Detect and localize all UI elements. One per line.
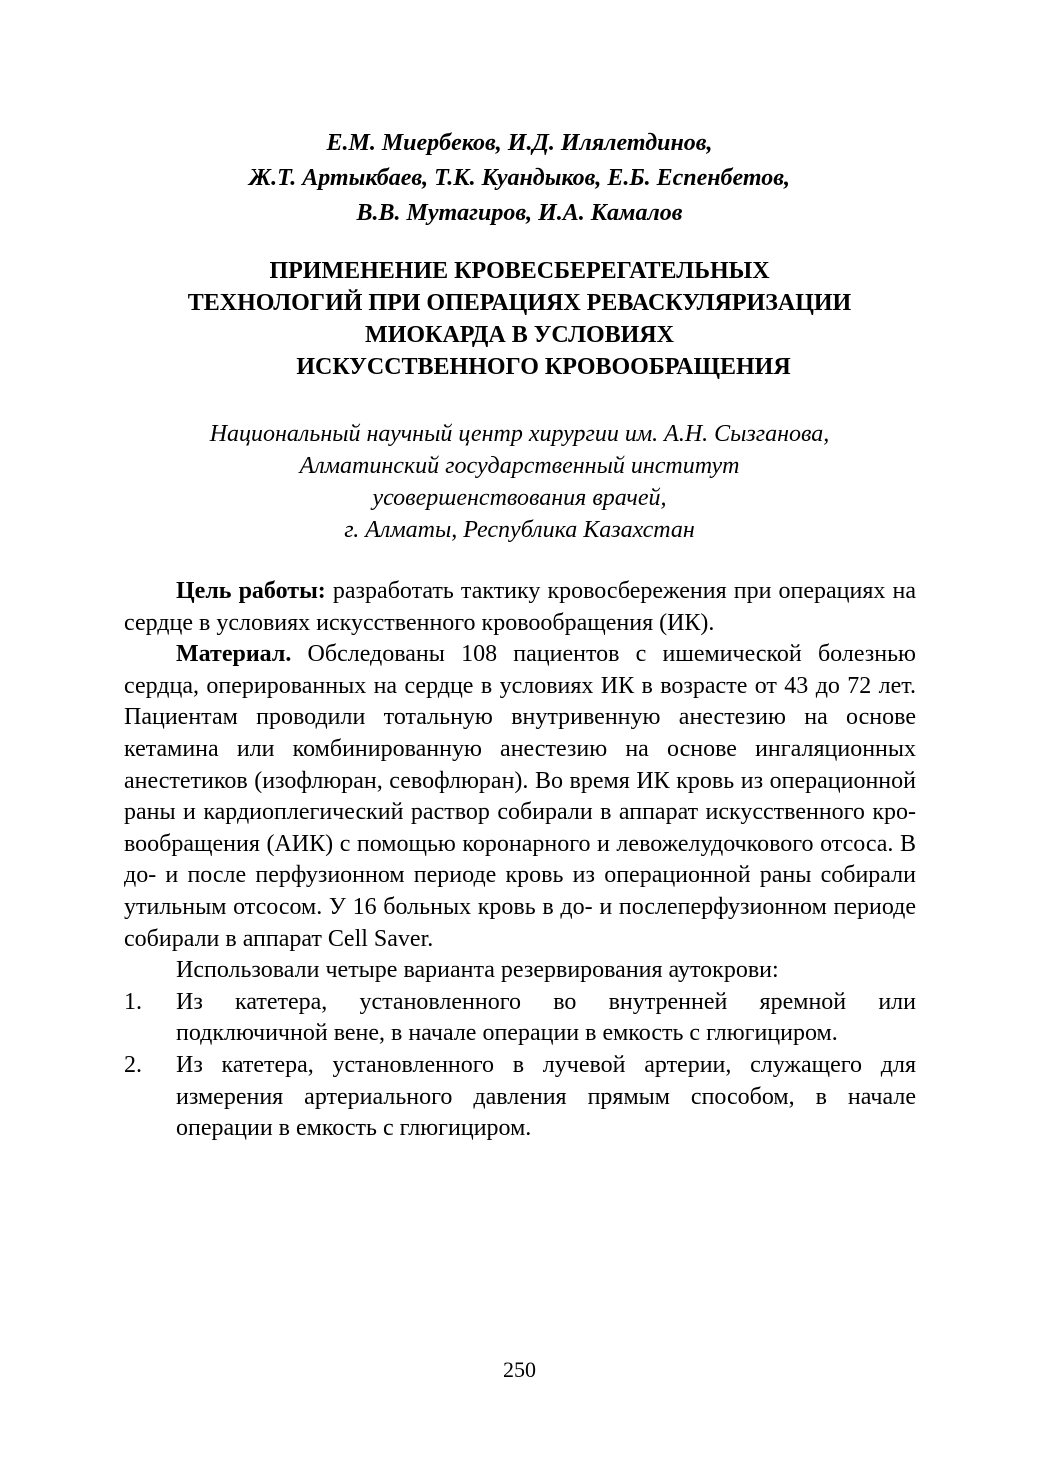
goal-text: разработать тактику кровосбережения при операциях на сердце в условиях искусственного кровообращения (ИК). xyxy=(124,578,916,636)
list-item xyxy=(124,1050,916,1145)
list-item-text: Из катетера, установленного в лучевой артерии, служащего для измерения артериального давления прямым способом, в начале операции в емкость с глюгициром. xyxy=(176,1051,916,1142)
paper-title xyxy=(0,255,1039,383)
variants-intro: Использовали четыре варианта резервирования аутокрови: xyxy=(176,957,779,984)
authors-line: В.В. Мутагиров, И.А. Камалов xyxy=(356,200,683,226)
authors-line: Ж.Т. Артыкбаев, Т.К. Куандыков, Е.Б. Еспенбетов, xyxy=(249,165,790,191)
authors-line: Е.М. Миербеков, И.Д. Илялетдинов, xyxy=(326,130,713,156)
material-paragraph xyxy=(124,639,916,955)
title-line: ПРИМЕНЕНИЕ КРОВЕСБЕРЕГАТЕЛЬНЫХ xyxy=(269,258,770,284)
goal-label: Цель работы: xyxy=(176,578,326,604)
title-line: ИСКУССТВЕННОГО КРОВООБРАЩЕНИЯ xyxy=(296,354,791,380)
goal-paragraph xyxy=(124,576,916,639)
authors-block xyxy=(0,126,1039,231)
affiliation-line: Национальный научный центр хирургии им. А.Н. Сызганова, xyxy=(209,421,830,447)
affiliation-line: г. Алматы, Республика Казахстан xyxy=(344,517,695,543)
body-text xyxy=(124,576,916,1145)
title-line: ТЕХНОЛОГИЙ ПРИ ОПЕРАЦИЯХ РЕВАСКУЛЯРИЗАЦИИ xyxy=(187,290,852,316)
material-text: Обследованы 108 пациентов с ишемической болезнью сердца, оперированных на сердце в условиях ИК в возрасте от 43 до 72 лет. Пациентам проводили тотальную внутривенную анестезию на основе кетамина или комбинированную анестезию на основе ингаляционных анестетиков (изофлюран, севофлюран). Во время ИК кровь из операционной раны и кардиоплегический раствор собирали в аппарат искусственного кровообращения (АИК) с помощью коронарного и левожелудочкового отсоса. В до- и после перфузионном периоде кровь из операционной раны собирали утильным отсосом. У 16 больных кровь в до- и послеперфузионном периоде собирали в аппарат Cell Saver. xyxy=(124,641,916,952)
title-line: МИОКАРДА В УСЛОВИЯХ xyxy=(365,322,674,348)
list-item xyxy=(124,987,916,1050)
list-item-number: 2. xyxy=(124,1051,142,1078)
variants-list xyxy=(124,987,916,1145)
affiliation-block xyxy=(0,418,1039,546)
affiliation-line: усовершенствования врачей, xyxy=(372,485,667,511)
material-label: Материал. xyxy=(176,641,292,668)
affiliation-line: Алматинский государственный институт xyxy=(299,453,740,479)
page-number: 250 xyxy=(503,1357,536,1382)
list-item-text: Из катетера, установленного во внутренней яремной или подключичной вене, в начале операции в емкость с глюгициром. xyxy=(176,988,916,1047)
list-item-number: 1. xyxy=(124,988,142,1015)
